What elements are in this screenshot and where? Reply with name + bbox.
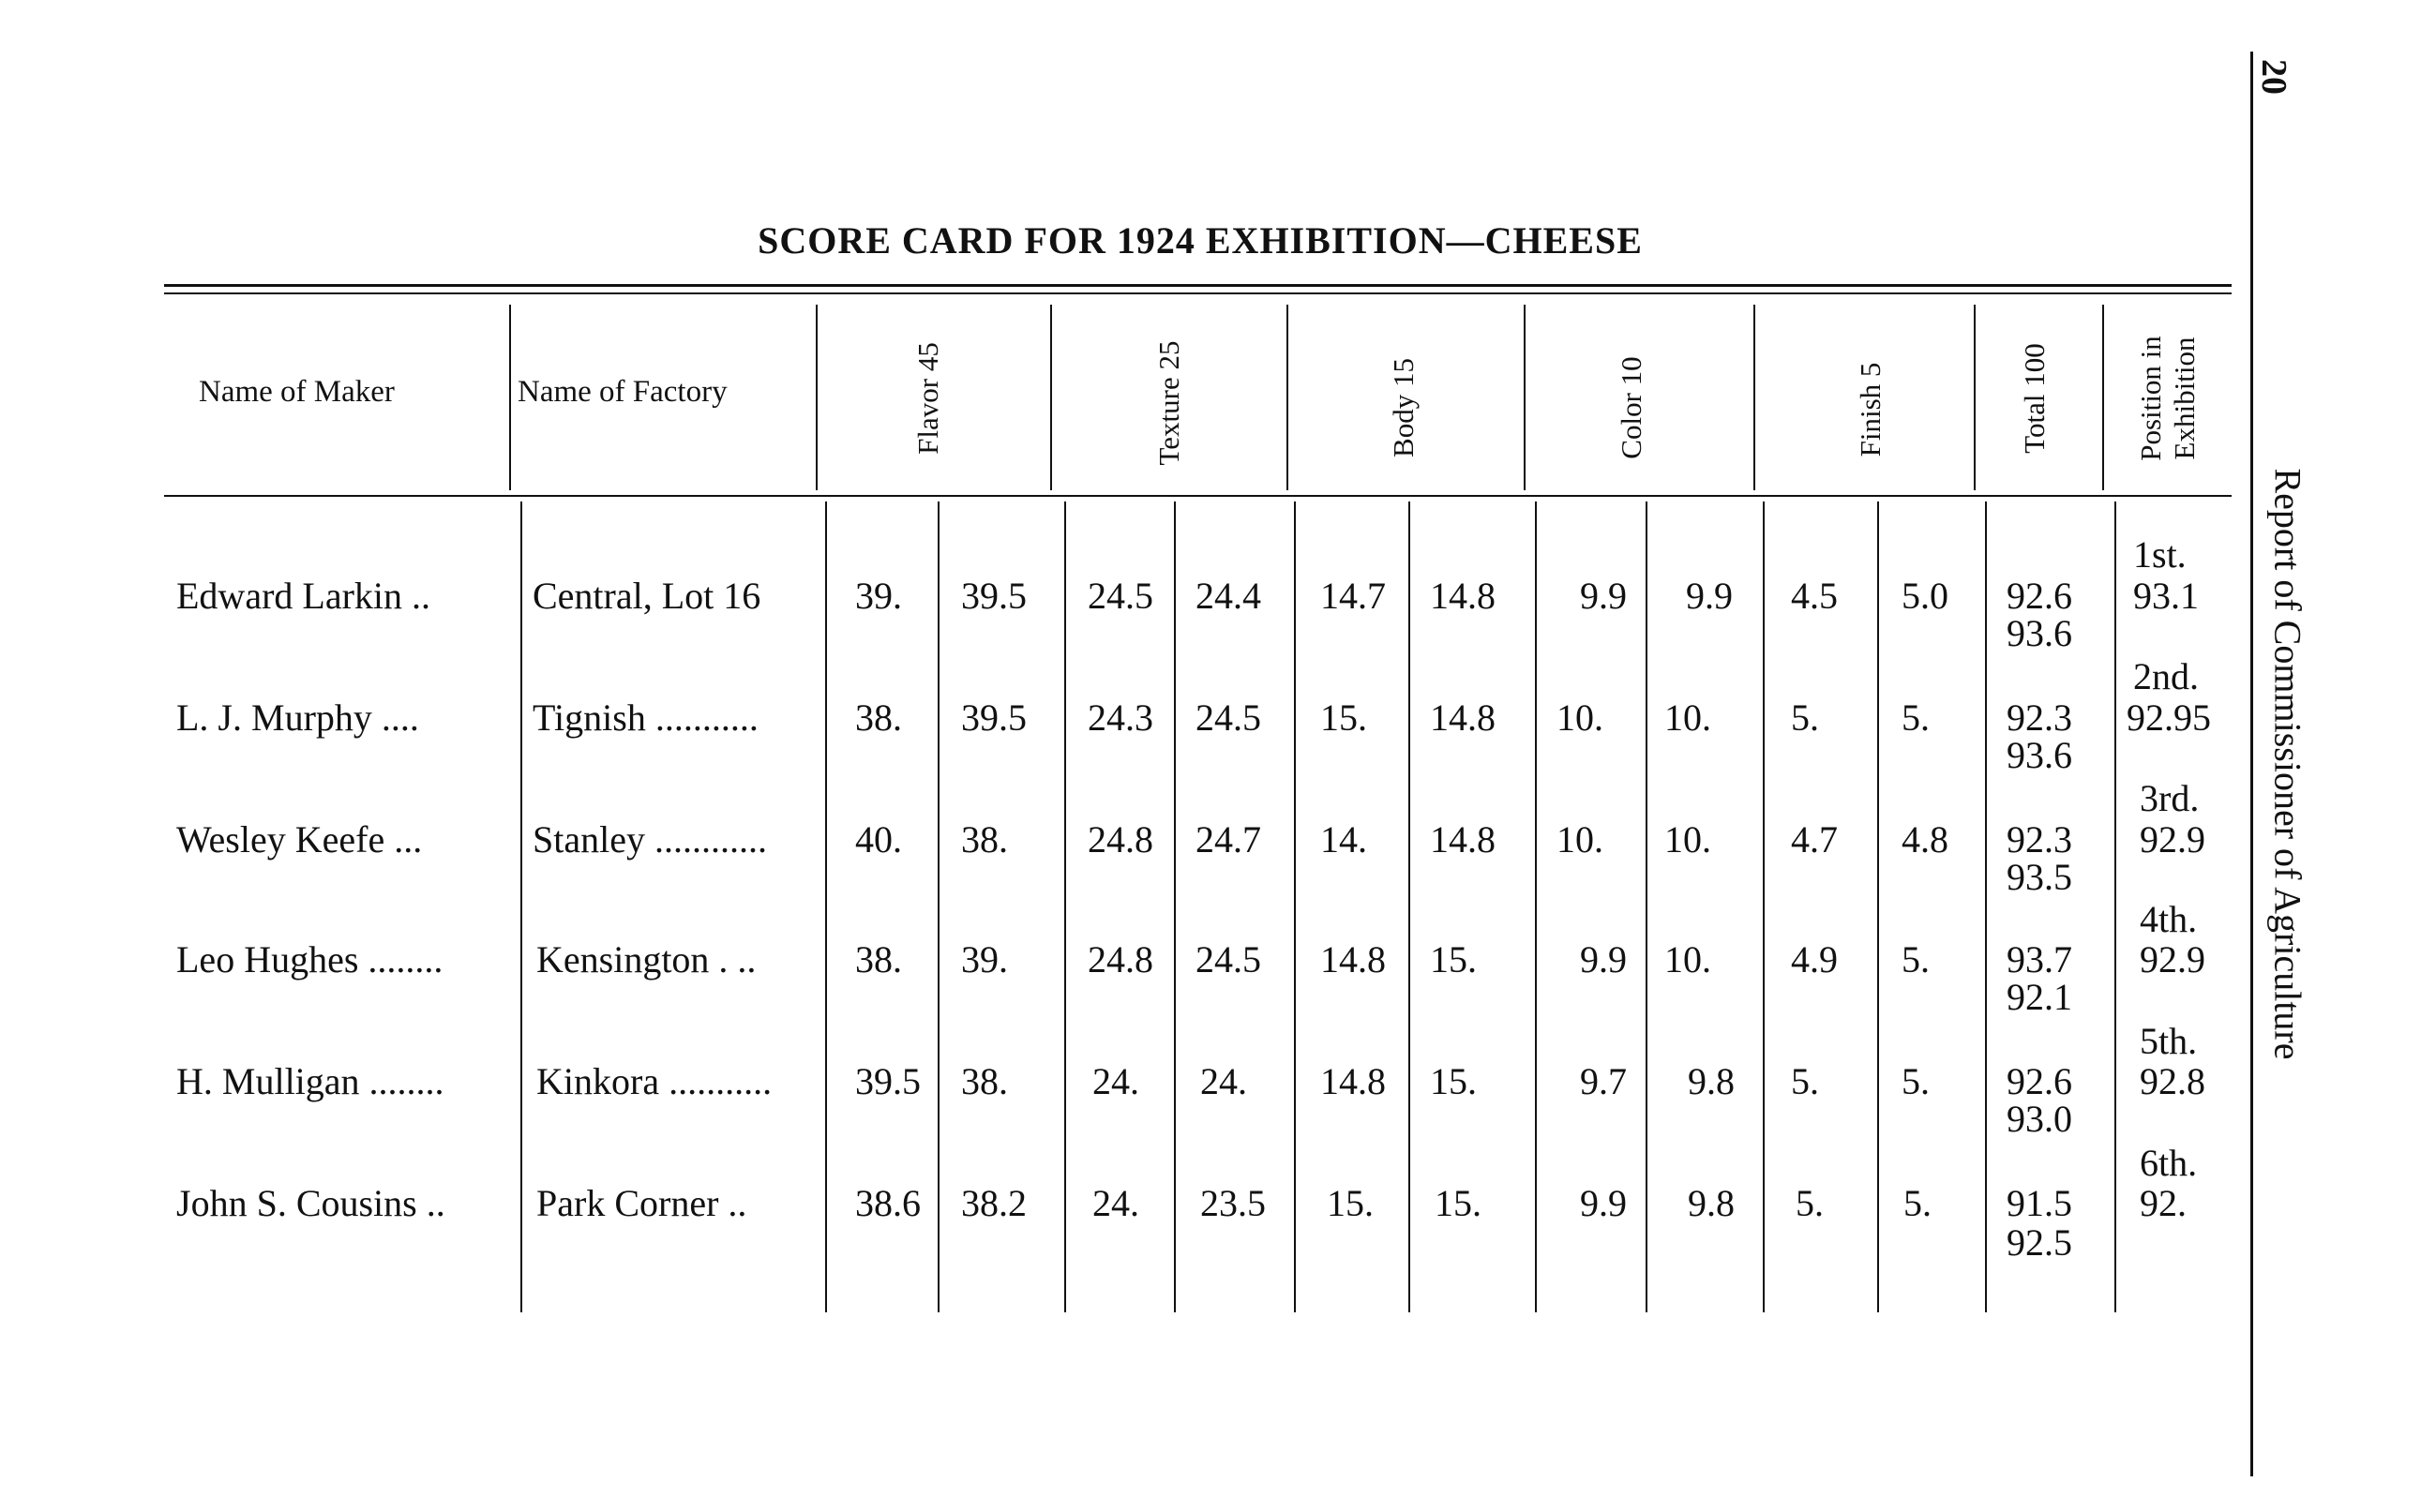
column-divider bbox=[1174, 502, 1176, 1312]
header-position bbox=[2134, 336, 2202, 461]
header-finish: Finish 5 bbox=[1854, 362, 1887, 457]
color-score-1: 9.9 bbox=[1580, 1182, 1627, 1224]
column-divider bbox=[1646, 502, 1647, 1312]
column-divider bbox=[1408, 502, 1410, 1312]
body-score-2: 14.8 bbox=[1430, 696, 1496, 739]
top-rule-upper bbox=[164, 284, 2232, 287]
maker-name: Edward Larkin .. bbox=[176, 575, 431, 617]
maker-name: Leo Hughes ........ bbox=[176, 938, 444, 981]
texture-score-1: 24. bbox=[1092, 1060, 1139, 1102]
total-score-2: 92.5 bbox=[2007, 1221, 2072, 1264]
finish-score-2: 5. bbox=[1902, 696, 1930, 739]
position-place: 5th. bbox=[2140, 1020, 2198, 1062]
color-score-2: 9.8 bbox=[1688, 1182, 1735, 1224]
header-divider bbox=[816, 305, 818, 490]
texture-score-2: 24.5 bbox=[1195, 696, 1261, 739]
texture-score-2: 24.4 bbox=[1195, 575, 1261, 617]
texture-score-2: 24.7 bbox=[1195, 818, 1261, 861]
factory-name: Kensington . .. bbox=[536, 938, 757, 981]
maker-name: L. J. Murphy .... bbox=[176, 696, 419, 739]
header-divider bbox=[1286, 305, 1288, 490]
texture-score-1: 24.3 bbox=[1088, 696, 1153, 739]
flavor-score-2: 38. bbox=[961, 818, 1008, 861]
position-average: 92.9 bbox=[2140, 818, 2205, 861]
total-score-2: 93.6 bbox=[2007, 612, 2072, 654]
position-average: 93.1 bbox=[2133, 575, 2199, 617]
color-score-1: 10. bbox=[1556, 696, 1603, 739]
texture-score-1: 24.8 bbox=[1088, 818, 1153, 861]
finish-score-1: 5. bbox=[1791, 696, 1819, 739]
factory-name: Central, Lot 16 bbox=[533, 575, 761, 617]
body-score-1: 14.8 bbox=[1320, 938, 1386, 981]
flavor-score-2: 38. bbox=[961, 1060, 1008, 1102]
total-score-1: 92.3 bbox=[2007, 818, 2072, 861]
page-number: 20 bbox=[2254, 59, 2293, 95]
flavor-score-1: 39.5 bbox=[855, 1060, 921, 1102]
factory-name: Park Corner .. bbox=[536, 1182, 747, 1224]
total-score-1: 91.5 bbox=[2007, 1182, 2072, 1224]
total-score-1: 92.6 bbox=[2007, 1060, 2072, 1102]
column-divider bbox=[1294, 502, 1296, 1312]
color-score-1: 9.9 bbox=[1580, 575, 1627, 617]
header-divider bbox=[1524, 305, 1526, 490]
body-score-1: 14.7 bbox=[1320, 575, 1386, 617]
color-score-2: 10. bbox=[1664, 938, 1711, 981]
header-divider bbox=[1050, 305, 1052, 490]
column-divider bbox=[2114, 502, 2116, 1312]
body-score-1: 15. bbox=[1320, 696, 1367, 739]
flavor-score-2: 39.5 bbox=[961, 575, 1027, 617]
column-divider bbox=[520, 502, 522, 1312]
body-score-2: 15. bbox=[1435, 1182, 1481, 1224]
maker-name: H. Mulligan ........ bbox=[176, 1060, 444, 1102]
texture-score-1: 24. bbox=[1092, 1182, 1139, 1224]
maker-name: John S. Cousins .. bbox=[176, 1182, 445, 1224]
header-divider bbox=[2102, 305, 2104, 490]
texture-score-2: 24. bbox=[1200, 1060, 1247, 1102]
finish-score-2: 5. bbox=[1903, 1182, 1932, 1224]
position-average: 92.95 bbox=[2127, 696, 2211, 739]
flavor-score-2: 38.2 bbox=[961, 1182, 1027, 1224]
color-score-2: 9.8 bbox=[1688, 1060, 1735, 1102]
flavor-score-2: 39. bbox=[961, 938, 1008, 981]
finish-score-2: 5.0 bbox=[1902, 575, 1948, 617]
header-divider bbox=[1974, 305, 1976, 490]
factory-name: Tignish ........... bbox=[533, 696, 759, 739]
color-score-2: 10. bbox=[1664, 696, 1711, 739]
top-rule-lower bbox=[164, 292, 2232, 294]
right-margin-rule bbox=[2250, 52, 2253, 1476]
page-title: SCORE CARD FOR 1924 EXHIBITION—CHEESE bbox=[758, 219, 1643, 262]
factory-name: Stanley ............ bbox=[533, 818, 767, 861]
position-average: 92.8 bbox=[2140, 1060, 2205, 1102]
finish-score-1: 5. bbox=[1791, 1060, 1819, 1102]
finish-score-2: 4.8 bbox=[1902, 818, 1948, 861]
running-header: Report of Commissioner of Agriculture bbox=[2266, 468, 2309, 1060]
body-score-2: 15. bbox=[1430, 938, 1477, 981]
total-score-2: 93.6 bbox=[2007, 734, 2072, 776]
position-average: 92. bbox=[2140, 1182, 2187, 1224]
position-place: 2nd. bbox=[2133, 655, 2199, 697]
flavor-score-1: 39. bbox=[855, 575, 902, 617]
position-place: 4th. bbox=[2140, 898, 2198, 940]
header-position-line1: Position in bbox=[2134, 336, 2167, 461]
header-divider bbox=[1753, 305, 1755, 490]
texture-score-1: 24.8 bbox=[1088, 938, 1153, 981]
column-divider bbox=[1064, 502, 1066, 1312]
header-color: Color 10 bbox=[1615, 356, 1647, 459]
header-factory: Name of Factory bbox=[518, 375, 728, 409]
finish-score-2: 5. bbox=[1902, 1060, 1930, 1102]
header-rule bbox=[164, 495, 2232, 497]
finish-score-1: 4.7 bbox=[1791, 818, 1838, 861]
flavor-score-2: 39.5 bbox=[961, 696, 1027, 739]
position-place: 1st. bbox=[2133, 533, 2187, 576]
texture-score-2: 24.5 bbox=[1195, 938, 1261, 981]
maker-name: Wesley Keefe ... bbox=[176, 818, 423, 861]
header-texture: Texture 25 bbox=[1152, 340, 1185, 466]
total-score-1: 92.3 bbox=[2007, 696, 2072, 739]
position-average: 92.9 bbox=[2140, 938, 2205, 981]
finish-score-1: 4.5 bbox=[1791, 575, 1838, 617]
body-score-2: 14.8 bbox=[1430, 575, 1496, 617]
flavor-score-1: 38.6 bbox=[855, 1182, 921, 1224]
flavor-score-1: 38. bbox=[855, 938, 902, 981]
flavor-score-1: 38. bbox=[855, 696, 902, 739]
column-divider bbox=[1985, 502, 1987, 1312]
header-maker: Name of Maker bbox=[199, 375, 395, 409]
header-flavor: Flavor 45 bbox=[911, 342, 944, 455]
header-total: Total 100 bbox=[2018, 343, 2051, 454]
body-score-2: 15. bbox=[1430, 1060, 1477, 1102]
column-divider bbox=[1763, 502, 1765, 1312]
total-score-2: 92.1 bbox=[2007, 976, 2072, 1018]
finish-score-2: 5. bbox=[1902, 938, 1930, 981]
header-position-line2: Exhibition bbox=[2168, 337, 2201, 460]
body-score-1: 14. bbox=[1320, 818, 1367, 861]
body-score-1: 15. bbox=[1327, 1182, 1374, 1224]
finish-score-1: 4.9 bbox=[1791, 938, 1838, 981]
total-score-2: 93.0 bbox=[2007, 1098, 2072, 1140]
color-score-1: 9.7 bbox=[1580, 1060, 1627, 1102]
total-score-1: 93.7 bbox=[2007, 938, 2072, 981]
factory-name: Kinkora ........... bbox=[536, 1060, 773, 1102]
column-divider bbox=[825, 502, 827, 1312]
position-place: 6th. bbox=[2140, 1142, 2198, 1184]
finish-score-1: 5. bbox=[1796, 1182, 1824, 1224]
header-divider bbox=[509, 305, 511, 490]
flavor-score-1: 40. bbox=[855, 818, 902, 861]
color-score-1: 10. bbox=[1556, 818, 1603, 861]
column-divider bbox=[1877, 502, 1879, 1312]
body-score-2: 14.8 bbox=[1430, 818, 1496, 861]
header-body: Body 15 bbox=[1387, 358, 1420, 457]
body-score-1: 14.8 bbox=[1320, 1060, 1386, 1102]
total-score-1: 92.6 bbox=[2007, 575, 2072, 617]
color-score-2: 9.9 bbox=[1686, 575, 1733, 617]
color-score-1: 9.9 bbox=[1580, 938, 1627, 981]
column-divider bbox=[1535, 502, 1537, 1312]
column-divider bbox=[938, 502, 940, 1312]
texture-score-2: 23.5 bbox=[1200, 1182, 1266, 1224]
position-place: 3rd. bbox=[2140, 777, 2200, 819]
texture-score-1: 24.5 bbox=[1088, 575, 1153, 617]
total-score-2: 93.5 bbox=[2007, 856, 2072, 898]
color-score-2: 10. bbox=[1664, 818, 1711, 861]
